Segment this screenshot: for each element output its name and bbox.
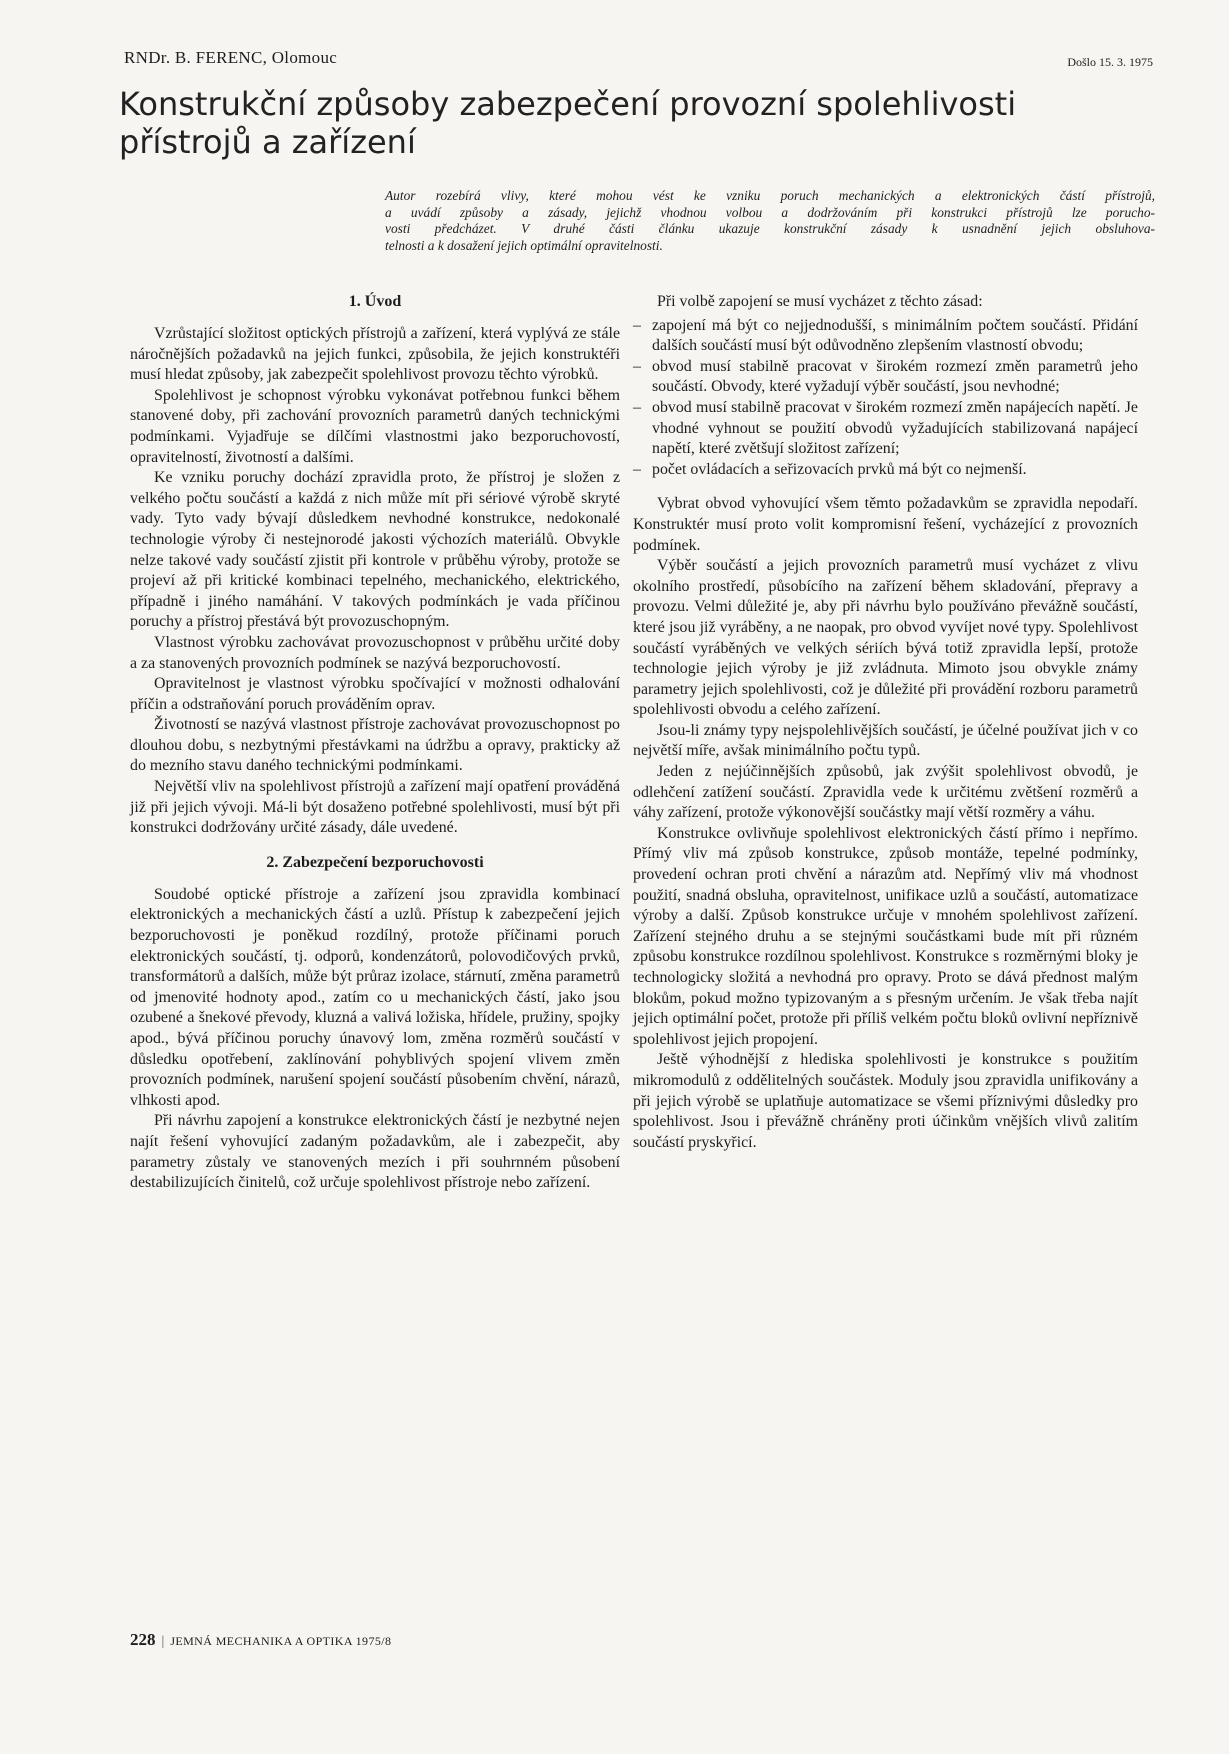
abstract-line: telnosti a k dosažení jejich optimální opravitelnosti. — [385, 238, 663, 254]
received-date: Došlo 15. 3. 1975 — [1067, 55, 1153, 69]
abstract-line: vosti předcházet. V druhé části článku ukazuje konstrukční zásady k usnadnění jejich obsluhova- — [385, 221, 1155, 237]
paragraph: Ještě výhodnější z hlediska spolehlivosti je konstrukce s použitím mikromodulů z oddělitelných součástek. Moduly jsou zpravidla unifikovány a při jejich výrobě se uplatňuje automatizace se všemi příznivými důsledky pro spolehlivost. Jsou i převážně chráněny proti účinkům vnějších vlivů zalitím součástí pryskyřicí. — [633, 1051, 1138, 1151]
paragraph: Životností se nazývá vlastnost přístroje zachovávat provozuschopnost po dlouhou dobu, s nezbytnými přestávkami na údržbu a opravy, prakticky až do mezního stavu daného technickými podmínkami. — [130, 716, 620, 775]
abstract-line: a uvádí způsoby a zásady, jejichž vhodnou volbou a dodržováním při konstrukci přístrojů lze porucho- — [385, 204, 1155, 220]
list-item: – obvod musí stabilně pracovat v širokém rozmezí změn parametrů jeho součástí. Obvody, které vyžadují výběr součástí, jsou nevhodné; — [633, 357, 1138, 398]
section-heading-reliability: 2. Zabezpečení bezporuchovosti — [266, 853, 484, 871]
list-intro: Při volbě zapojení se musí vycházet z těchto zásad: — [657, 293, 983, 310]
right-column — [633, 292, 1138, 1153]
paragraph: Při návrhu zapojení a konstrukce elektronických částí je nezbytné nejen najít řešení vyhovující zadaným požadavkům, ale i zabezpečit, aby parametry zůstaly ve stanovených mezích i při souhrnném působení destabilizujících činitelů, což určuje spolehlivost přístroje nebo zařízení. — [130, 1112, 620, 1192]
author-line: RNDr. B. FERENC, Olomouc — [124, 48, 338, 67]
section-heading-intro: 1. Úvod — [348, 293, 402, 310]
abstract-line: Autor rozebírá vlivy, které mohou vést ke vzniku poruch mechanických a elektronických částí přístrojů, — [385, 188, 1155, 203]
page-footer — [130, 1630, 391, 1650]
paragraph: Ke vzniku poruchy dochází zpravidla proto, že přístroj je složen z velkého počtu součástí a každá z nich může mít při sériové výrobě skryté vady. Tyto vady bývají důsledkem nevhodné konstrukce, nedokonalé technologie výroby či nestejnorodé jakosti výchozích materiálů. Obvykle nelze takové vady součástí zjistit při kontrole v průběhu výroby, protože se projeví až při kritické kombinaci tepelného, mechanického, elektrického, případně i jiného namáhání. V takových podmínkách je vada příčinou poruchy a přístroj přestává být provozuschopným. — [130, 469, 620, 631]
journal-name: JEMNÁ MECHANIKA A OPTIKA 1975/8 — [170, 1634, 392, 1648]
article-title — [119, 85, 1139, 161]
left-column — [130, 292, 620, 1194]
page-number: 228 — [130, 1630, 156, 1649]
list-item: – obvod musí stabilně pracovat v širokém rozmezí změn napájecích napětí. Je vhodné vyhnout se použití obvodů vyžadujících stabilizovaná napájecí napětí, které zvětšují složitost zařízení; — [633, 398, 1138, 460]
article-title-line-2: přístrojů a zařízení — [119, 123, 416, 161]
paragraph: Soudobé optické přístroje a zařízení jsou zpravidla kombinací elektronických a mechanických částí a uzlů. Přístup k zabezpečení jejich bezporuchovosti je poněkud rozdílný, protože příčinami poruch elektronických součástí, tj. odporů, kondenzátorů, polovodičových prvků, transformátorů a dalších, může být průraz izolace, stárnutí, změna parametrů od jmenovité hodnoty apod., zatím co u mechanických částí, jako jsou ozubené a šnekové převody, kluzná a valivá ložiska, hřídele, pružiny, spojky apod., bývá příčinou poruchy únavový lom, změna rozměrů součástí v důsledku opotřebení, zaklínování pohyblivých spojení vlivem změn provozních podmínek, narušení spojení součástí působením chvění, nárazů, vlhkosti apod. — [130, 885, 620, 1109]
paragraph: Opravitelnost je vlastnost výrobku spočívající v možnosti odhalování příčin a odstraňování poruch prováděním oprav. — [130, 675, 620, 713]
list-item: – zapojení má být co nejjednodušší, s minimálním počtem součástí. Přidání dalších součástí musí být odůvodněno zlepšením vlastností obvodu; — [633, 316, 1138, 357]
principles-list — [633, 316, 1138, 481]
paragraph: Jeden z nejúčinnějších způsobů, jak zvýšit spolehlivost obvodů, je odlehčení zatížení součástí. Zpravidla vede k určitému zvětšení rozměrů a váhy zařízení, protože výkonovější součástky mají větší rozměry a váhu. — [633, 763, 1138, 822]
abstract — [385, 188, 1155, 255]
list-item: – počet ovládacích a seřizovacích prvků má být co nejmenší. — [633, 460, 1138, 481]
footer-separator: | — [161, 1634, 165, 1649]
paragraph: Konstrukce ovlivňuje spolehlivost elektronických částí přímo i nepřímo. Přímý vliv má způsob konstrukce, způsob montáže, tepelné podmínky, provedení ochran proti chvění a nárazům atd. Nepřímý vliv má vhodnost použití, snadná obsluha, opravitelnost, unifikace uzlů a součástí, automatizace výroby a další. Způsob konstrukce určuje v mnohém spolehlivost zařízení. Zařízení stejného druhu a se stejnými součástkami bude mít při různém způsobu konstrukce rozdílnou spolehlivost. Konstrukce s rozměrnými bloky je technologicky složitá a nevhodná pro opravy. Proto se dává přednost malým blokům, pokud možno typizovaným a s přesným určením. Je však třeba najít jejich optimální počet, protože při příliš velkém počtu bloků ovlivní nepříznivě spolehlivost jejich propojení. — [633, 824, 1138, 1048]
paragraph: Vybrat obvod vyhovující všem těmto požadavkům se zpravidla nepodaří. Konstruktér musí proto volit kompromisní řešení, vycházející z provozních podmínek. — [633, 495, 1138, 554]
paragraph: Výběr součástí a jejich provozních parametrů musí vycházet z vlivu okolního prostředí, působícího na zařízení během skladování, přepravy a provozu. Velmi důležité je, aby při návrhu bylo používáno převážně součástí, které jsou již vyráběny, a ne naopak, pro obvod vyvíjet nové typy. Spolehlivost součástí vyráběných ve velkých sériích bývá totiž zpravidla lepší, protože technologie jejich výroby je již zvládnuta. Mimoto jsou obvykle známy parametry jejich spolehlivosti, což je důležité při provádění rozboru parametrů spolehlivosti obvodu a celého zařízení. — [633, 557, 1138, 719]
paragraph: Vlastnost výrobku zachovávat provozuschopnost v průběhu určité doby a za stanovených provozních podmínek se nazývá bezporuchovostí. — [130, 633, 620, 672]
paragraph: Největší vliv na spolehlivost přístrojů a zařízení mají opatření prováděná již při jejich vývoji. Má-li být dosaženo potřebné spolehlivosti, musí být při konstrukci dodržovány určité zásady, dále uvedené. — [130, 778, 620, 837]
paragraph: Spolehlivost je schopnost výrobku vykonávat potřebnou funkci během stanovené doby, při zachování provozních parametrů daných technickými podmínkami. Vyjadřuje se dílčími vlastnostmi jako bezporuchovostí, opravitelností, životností a dalšími. — [130, 386, 620, 466]
paragraph: Jsou-li známy typy nejspolehlivějších součástí, je účelné používat jich v co největší míře, avšak minimálního počtu typů. — [633, 721, 1138, 760]
article-title-line-1: Konstrukční způsoby zabezpečení provozní spolehlivosti — [119, 85, 1017, 123]
paragraph: Vzrůstající složitost optických přístrojů a zařízení, která vyplývá ze stále náročnějších požadavků na jejich funkci, způsobila, že jejich konstruktéři musí hledat způsoby, jak zabezpečit spolehlivost provozu těchto výrobků. — [130, 325, 620, 384]
